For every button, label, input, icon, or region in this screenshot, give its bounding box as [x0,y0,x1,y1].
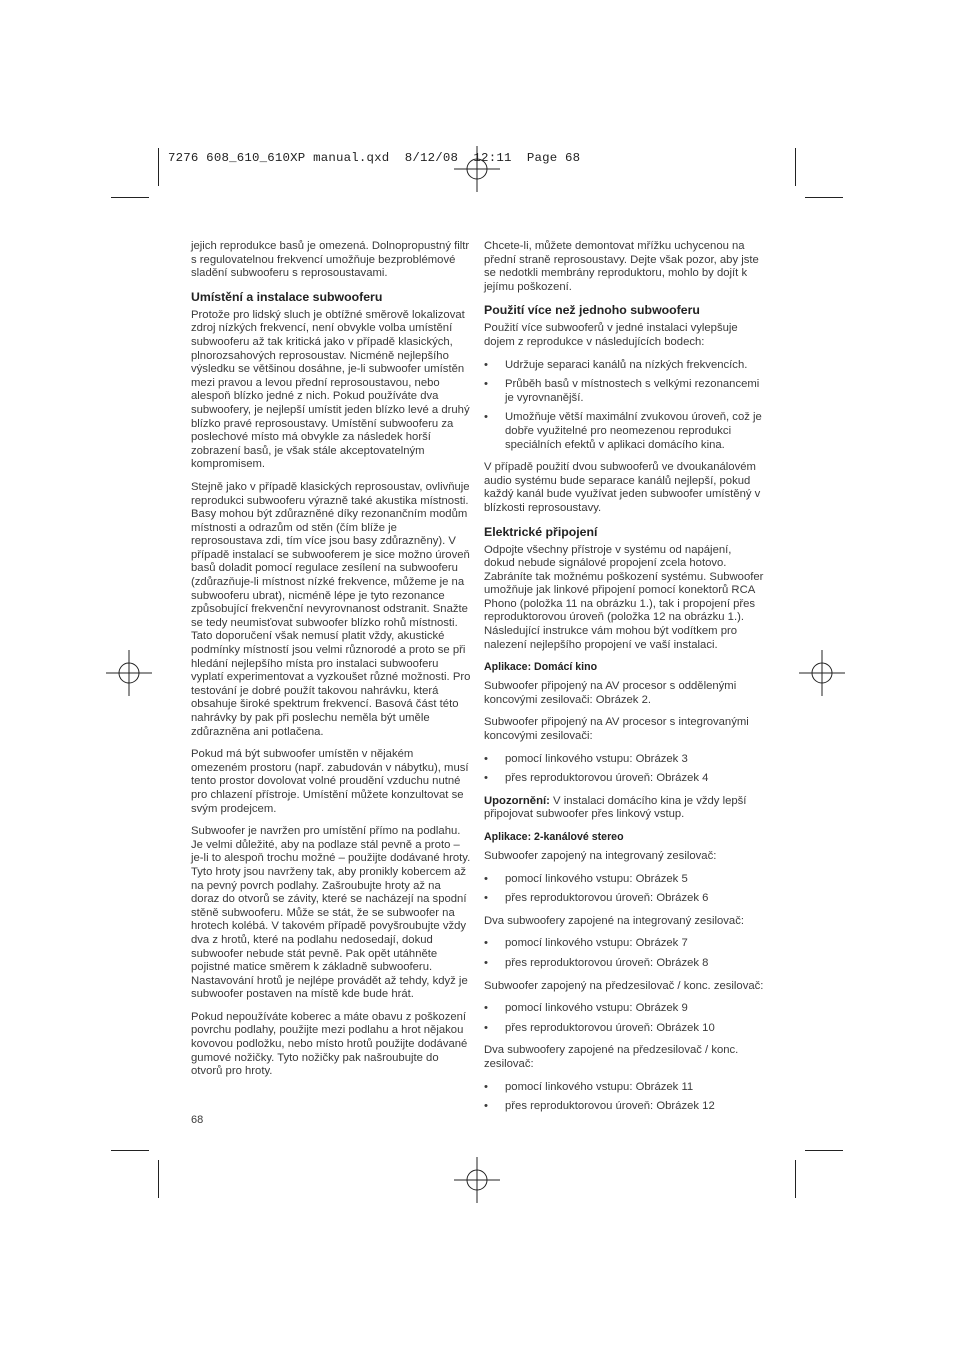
section-heading-placement: Umístění a instalace subwooferu [191,289,383,304]
page-number: 68 [191,1114,204,1126]
body-paragraph: Subwoofer připojený na AV procesor s integrovanými koncovými zesilovači: [484,716,749,743]
list-item: • přes reproduktorovou úroveň: Obrázek 12 [484,1100,764,1114]
body-paragraph: Odpojte všechny přístroje v systému od napájení, dokud nebude signálové propojení zcela hotovo. Zabráníte tak možnému poškození systému. Subwoofer umožňuje jak linkové připojení pomocí konektorů RCA Phono (položka 11 na obrázku 1.), tak i propojení přes reproduktorovou úroveň (položka 12 na obrázku 1.). Následující instrukce vám mohou být vodítkem pro nalezení nejlepšího propojení ve vaší instalaci. [484,543,764,651]
body-paragraph: Subwoofer zapojený na integrovaný zesilovač: [484,850,717,862]
intro-paragraph: Chcete-li, můžete demontovat mřížku uchycenou na přední straně reprosoustavy. Dejte však pozor, aby jste se nedotkli membrány reproduktoru, mohlo by dojít k jejímu poškození. [484,240,759,293]
list-item: • přes reproduktorovou úroveň: Obrázek 10 [484,1022,764,1036]
body-paragraph: Subwoofer připojený na AV procesor s oddělenými koncovými zesilovači: Obrázek 2. [484,680,737,706]
crop-mark [805,1150,843,1151]
body-paragraph: Stejně jako v případě klasických reprosoustav, ovlivňuje reprodukci subwooferu výrazně také akustika místnosti. Basy mohou být zdůrazněné díky rezonančním modům místnosti a odrazům od stěn (čím blíže je reprosoustava zdi, tím více jsou basy zdůrazněny). V případě instalací se subwooferem je sice možno úroveň basů doladit pomocí regulace zesílení na subwooferu (zdůrazňuje-li místnost nízké frekvence, můžeme je na subwooferu ubrat), nicméně lépe je tyto rezonance způsobující frekvenční nevyrovnanost odstranit. Snažte se tedy neumisťovat subwoofer blízko rohů místnosti. Tato doporučení však nemusí platit vždy, akustické podmínky místností jsou velmi různorodé a proto se při hledání nejlepšího místa pro instalaci subwooferu vyplatí experimentovat a vyzkoušet různé možnosti. Pro testování je dobré použít takovou nahrávku, která obsahuje široké spektrum frekvencí. Basová část této nahrávky by pak při poslechu neměla být uměle zdůrazněna ani potlačena. [191,480,471,738]
registration-mark-top [454,146,500,192]
body-paragraph: Dva subwoofery zapojené na předzesilovač / konc. zesilovač: [484,1044,739,1070]
subheading-stereo: Aplikace: 2-kanálové stereo [484,831,624,843]
list-item: • přes reproduktorovou úroveň: Obrázek 6 [484,892,764,906]
file-slug: 7276 608_610_610XP manual.qxd 8/12/08 12:11 Page 68 [168,151,581,165]
intro-paragraph: jejich reprodukce basů je omezená. Dolnopropustný filtr s regulovatelnou frekvencí umožňuje bezproblémové sladění subwooferu s reprosoustavami. [191,240,470,280]
bullet-list [484,753,764,786]
list-item: • Udržuje separaci kanálů na nízkých frekvencích. [484,359,764,373]
section-heading-multiple-subwoofers: Použití více než jednoho subwooferu [484,303,700,318]
bullet-list [484,873,764,906]
crop-mark [111,1150,149,1151]
body-paragraph: Použití více subwooferů v jedné instalaci vylepšuje dojem z reprodukce v následujících bodech: [484,322,738,348]
left-column [191,240,471,1088]
registration-mark-right [799,650,845,696]
note-text: V instalaci domácího kina je vždy lepší připojovat subwoofer přes linkový vstup. [484,794,747,821]
list-item: • pomocí linkového vstupu: Obrázek 5 [484,873,764,887]
body-paragraph: Protože pro lidský sluch je obtížné směrově lokalizovat zdroj nízkých frekvencí, není obvykle volba umístění subwooferu až tak kritická jako v případě klasických, plnorozsahových reprosoustav. Nicméně nejlepšího výsledku se většinou dosáhne, je-li subwoofer umístěn mezi pravou a levou přední reprosoustavou, nebo alespoň blízko jedné z nich. Pokud používáte dva subwoofery, je nejlepší umístit jeden blízko levé a druhý blízko pravé reprosoustavy. Umístění subwooferu za poslechové místo má obvykle za následek horší zobrazení basů, je však stále akceptovatelným kompromisem. [191,308,470,471]
bullet-list [484,1081,764,1114]
note-paragraph [484,795,764,822]
bullet-list [484,937,764,970]
list-item: • Umožňuje větší maximální zvukovou úroveň, což je dobře využitelné pro neomezenou reprodukci speciálních efektů v aplikaci domácího kina. [484,411,764,452]
bullet-list [484,359,764,453]
body-paragraph: Subwoofer je navržen pro umístění přímo na podlahu. Je velmi důležité, aby na podlaze stál pevně a proto – je-li to alespoň trochu možné – použijte dodávané hroty. Tyto hroty jsou navrženy tak, aby pronikly kobercem až na pevný povrch podlahy. Zašroubujte hroty až na doraz do otvorů se závity, které se nacházejí na spodní stěně subwooferu. Může se stát, že se subwoofer na hrotech kolébá. V takovém případě povyšroubujte vždy dva z hrotů, které na podlahu nedosedají, dokud subwoofer nebude stát pevně. Pak opět utáhněte pojistné matice směrem k základně subwooferu. Nastavování hrotů je nejlépe provádět až tehdy, když je subwoofer postaven na místě kde bude hrát. [191,825,471,1001]
registration-mark-left [106,650,152,696]
list-item: • pomocí linkového vstupu: Obrázek 9 [484,1002,764,1016]
body-paragraph: Pokud nepoužíváte koberec a máte obavu z poškození povrchu podlahy, použijte mezi podlahu a hrot nějakou kovovou podložku, nebo místo hrotů použijte dodávané gumové nožičky. Tyto nožičky pak našroubujte do otvorů pro hroty. [191,1010,468,1078]
crop-mark [158,1160,159,1198]
list-item: • přes reproduktorovou úroveň: Obrázek 4 [484,772,764,786]
body-paragraph: Pokud má být subwoofer umístěn v nějakém omezeném prostoru (např. zabudován v nábytku), musí tento prostor dovolovat volné proudění vzduchu nutné pro chlazení přístroje. Umístění můžete konzultovat se svým prodejcem. [191,748,469,815]
list-item: • přes reproduktorovou úroveň: Obrázek 8 [484,957,764,971]
subheading-home-cinema: Aplikace: Domácí kino [484,661,598,674]
crop-mark [795,148,796,186]
crop-mark [158,148,159,186]
body-paragraph: V případě použití dvou subwooferů ve dvoukanálovém audio systému bude separace kanálů nejlepší, pokud každý kanál bude využívat jeden subwoofer umístěný v blízkosti reprosoustavy. [484,461,761,514]
list-item: • Průběh basů v místnostech s velkými rezonancemi je vyrovnanější. [484,378,764,405]
crop-mark [111,197,149,198]
list-item: • pomocí linkového vstupu: Obrázek 11 [484,1081,764,1095]
crop-mark [805,197,843,198]
section-heading-electrical: Elektrické připojení [484,524,598,539]
body-paragraph: Subwoofer zapojený na předzesilovač / konc. zesilovač: [484,979,764,992]
body-paragraph: Dva subwoofery zapojené na integrovaný zesilovač: [484,914,744,927]
bullet-list [484,1002,764,1035]
list-item: • pomocí linkového vstupu: Obrázek 7 [484,937,764,951]
note-label: Upozornění: [484,794,550,807]
list-item: • pomocí linkového vstupu: Obrázek 3 [484,753,764,767]
right-column [484,240,764,1123]
crop-mark [795,1160,796,1198]
registration-mark-bottom [454,1157,500,1203]
